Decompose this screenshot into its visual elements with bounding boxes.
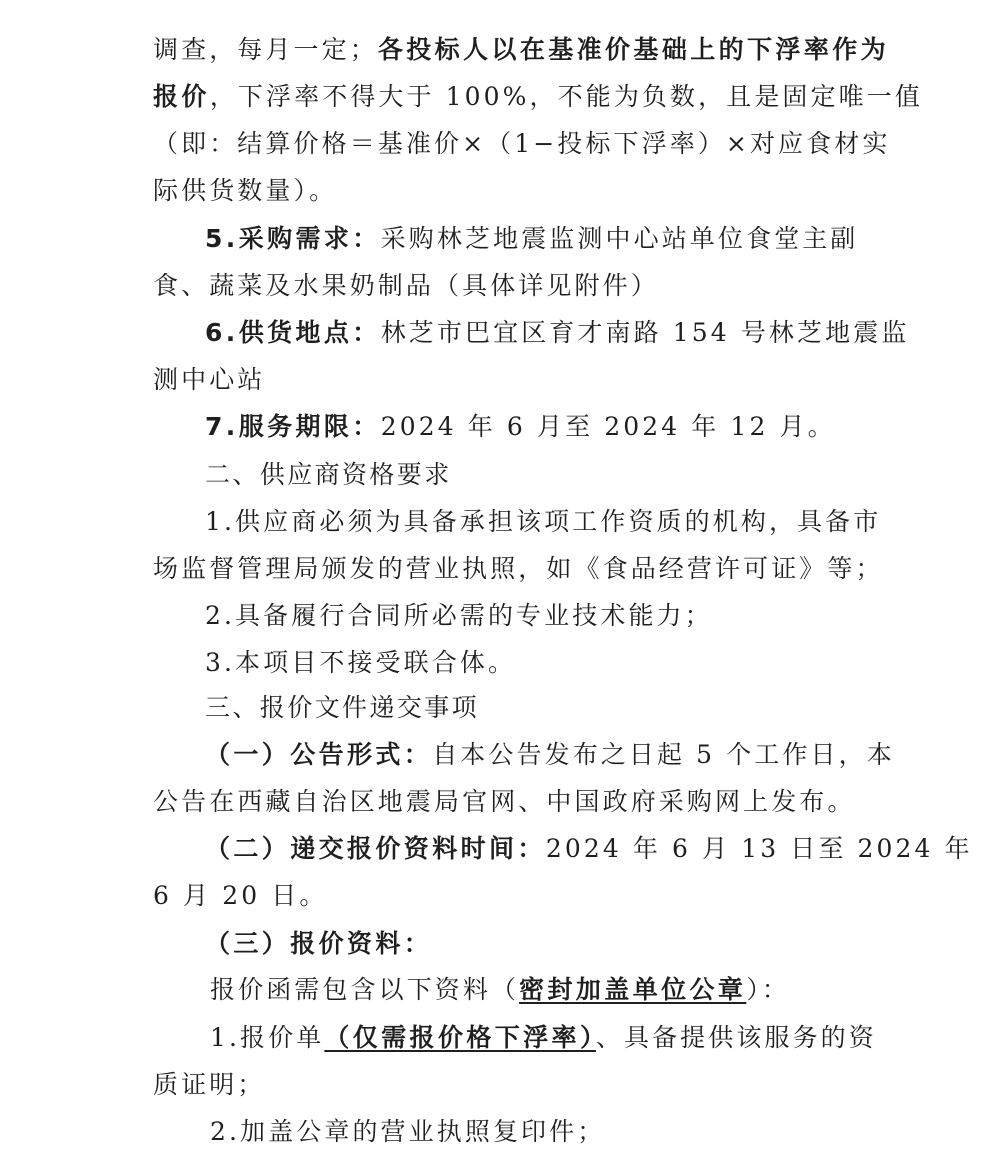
bold-text: 各投标人以在基准价基础上的下浮率作为 (377, 35, 890, 64)
text-line: 1.供应商必须为具备承担该项工作资质的机构，具备市 (205, 507, 882, 536)
text-line: 测中心站 (153, 365, 266, 394)
text-line: 质证明； (153, 1070, 266, 1099)
text-line: 场监督管理局颁发的营业执照，如《食品经营许可证》等； (153, 554, 884, 583)
bold-text: 5.采购需求： (205, 224, 381, 253)
text-line: 食、蔬菜及水果奶制品（具体详见附件） (153, 271, 659, 300)
bold-text: （一）公告形式： (205, 740, 433, 769)
underlined-bold-text: （仅需报价格下浮率） (324, 1023, 596, 1052)
text-line: （即：结算价格＝基准价×（1−投标下浮率）×对应食材实 (153, 129, 891, 158)
bold-text: （二）递交报价资料时间： (205, 834, 546, 863)
text-line: 公告在西藏自治区地震局官网、中国政府采购网上发布。 (153, 787, 856, 816)
text-line: 3.本项目不接受联合体。 (205, 648, 517, 677)
bold-text: 6.供货地点： (205, 318, 381, 347)
text-line: 5.采购需求：采购林芝地震监测中心站单位食堂主副 (205, 224, 859, 253)
bold-text: 报价 (153, 82, 210, 111)
text-line: 际供货数量）。 (153, 176, 338, 205)
text-line: 2.具备履行合同所必需的专业技术能力； (205, 601, 713, 630)
text-line: 1.报价单（仅需报价格下浮率）、具备提供该服务的资 (210, 1023, 877, 1052)
text-line: 调查，每月一定；各投标人以在基准价基础上的下浮率作为 (153, 35, 890, 64)
bold-text: （三）报价资料： (205, 929, 433, 958)
section-heading: 二、供应商资格要求 (205, 460, 452, 489)
text-line: 6.供货地点：林芝市巴宜区育才南路 154 号林芝地震监 (205, 318, 910, 347)
section-heading: 三、报价文件递交事项 (205, 693, 480, 722)
text-line: 报价函需包含以下资料（密封加盖单位公章）： (210, 975, 791, 1004)
bold-text: 7.服务期限： (205, 412, 381, 441)
text-line: 报价，下浮率不得大于 100%，不能为负数，且是固定唯一值 (153, 82, 923, 111)
text-line: （一）公告形式：自本公告发布之日起 5 个工作日，本 (205, 740, 895, 769)
text-line (205, 920, 905, 967)
text-line: 2.加盖公章的营业执照复印件； (210, 1117, 606, 1146)
underlined-bold-text: 密封加盖单位公章 (519, 975, 747, 1004)
text-line: 7.服务期限：2024 年 6 月至 2024 年 12 月。 (205, 412, 836, 441)
text-line: （二）递交报价资料时间：2024 年 6 月 13 日至 2024 年 (205, 834, 973, 863)
text-line: 6 月 20 日。 (153, 881, 328, 910)
